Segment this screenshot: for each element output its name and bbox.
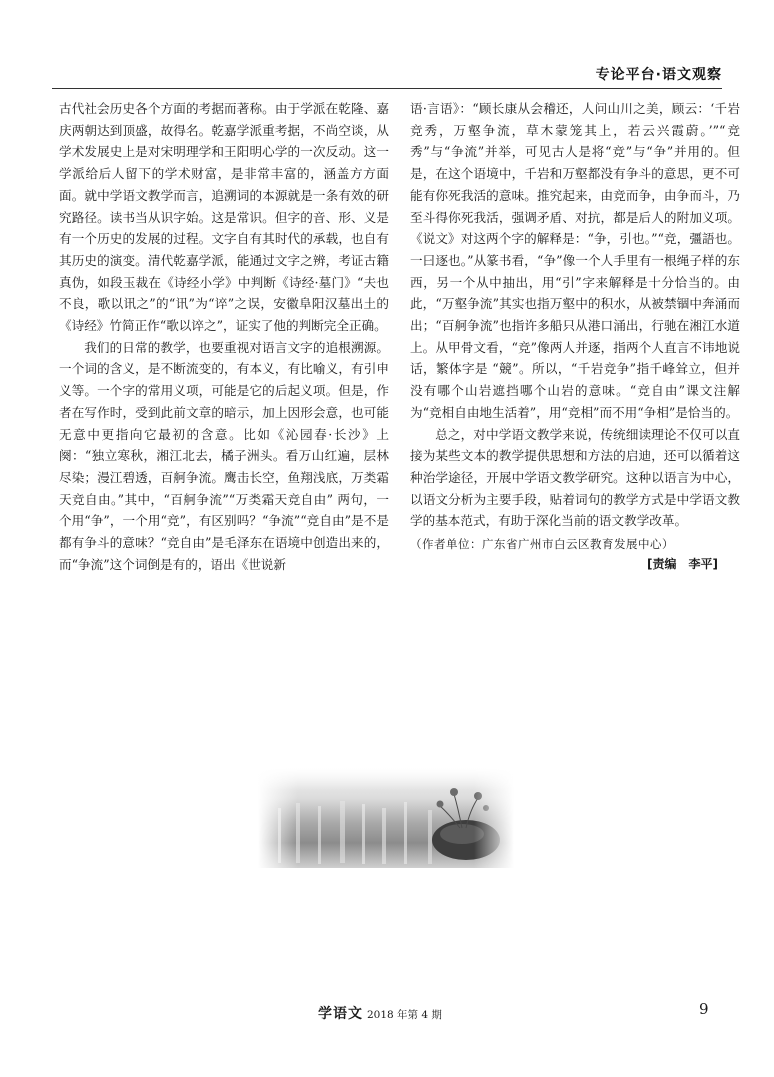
author-affiliation: （作者单位：广东省广州市白云区教育发展中心） bbox=[410, 537, 674, 552]
journal-footer bbox=[318, 1003, 442, 1023]
paragraph: 古代社会历史各个方面的考据而著称。由于学派在乾隆、嘉庆两朝达到顶盛，故得名。乾嘉学派重考据，不尚空谈，从学术发展史上是对宋明理学和王阳明心学的一次反动。这一学派给后人留下的学术财富，是非常丰富的，涵盖方方面面。就中学语文教学而言，追溯词的本源就是一条有效的研究路径。读书当从识字始。这是常识。但字的音、形、义是有一个历史的发展的过程。文字自有其时代的承载，也自有其历史的演变。清代乾嘉学派，能通过文字之辨，考证古籍真伪，如段玉裁在《诗经小学》中判断《诗经·墓门》“夫也不良，歌以讯之”的“讯”为“谇”之误，安徽阜阳汉墓出土的《诗经》竹简正作“歌以谇之”，证实了他的判断完全正确。 bbox=[59, 101, 389, 334]
header-rule bbox=[52, 88, 722, 89]
paragraph: 总之，对中学语文教学来说，传统细读理论不仅可以直接为某些文本的教学提供思想和方法的启迪，还可以循着这种治学途径，开展中学语文教学研究。这种以语言为中心，以语文分析为主要手段，贴着词句的教学方式是中学语文教学的基本范式，有助于深化当前的语文教学改革。 bbox=[410, 426, 740, 529]
page-number: 9 bbox=[699, 1000, 709, 1018]
issue-label: 2018 年第 4 期 bbox=[367, 1009, 442, 1021]
section-title: 专论平台·语文观察 bbox=[595, 67, 722, 83]
editor-credit: [责编 李平] bbox=[647, 557, 718, 572]
journal-name: 学语文 bbox=[318, 1006, 363, 1022]
section-header bbox=[596, 64, 722, 84]
paragraph: 语·言语》：“顾长康从会稽还，人问山川之美，顾云：‘千岩竞秀，万壑争流，草木蒙笼其上，若云兴霞蔚。’”“竞秀”与“争流”并举，可见古人是将“竞”与“争”并用的。但是，在这个语境中，千岩和万壑都没有争斗的意思，更不可能有你死我活的意味。推究起来，由竞而争，由争而斗，乃至斗得你死我活，强调矛盾、对抗，都是后人的附加义项。《说文》对这两个字的解释是：“争，引也。”“竞，彊語也。一曰逐也。”从篆书看，“争”像一个人手里有一根绳子样的东西，另一个从中抽出，用“引”字来解释是十分恰当的。由此，“万壑争流”其实也指万壑中的积水，从被禁锢中奔涌而出；“百舸争流”也指许多船只从港口涌出，行驰在湘江水道上。从甲骨文看，“竞”像两人并逐，指两个人直言不讳地说话，繁体字是 “競”。所以，“千岩竞争”指千峰耸立，但并没有哪个山岩遮挡哪个山岩的意味。“竞自由”课文注解为“竞相自由地生活着”，用“竞相”而不用“争相”是恰当的。 bbox=[410, 101, 740, 420]
paragraph: 我们的日常的教学，也要重视对语言文字的追根溯源。一个词的含义，是不断流变的，有本义，有比喻义，有引申义等。一个字的常用义项，可能是它的后起义项。但是，作者在写作时，受到此前文章的暗示，加上因形会意，也可能无意中更指向它最初的含意。比如《沁园春·长沙》上阕：“独立寒秋，湘江北去，橘子洲头。看万山红遍，层林尽染；漫江碧透，百舸争流。鹰击长空，鱼翔浅底，万类霜天竞自由。”其中，“百舸争流”“万类霜天竞自由” 两句，一个用“争”，一个用“竞”，有区别吗？“争流”“竞自由”是不是都有争斗的意味？“竞自由”是毛泽东在语境中创造出来的，而“争流”这个词倒是有的，语出《世说新 bbox=[59, 339, 389, 572]
left-column bbox=[59, 98, 389, 575]
waterfall-with-flowers-photo bbox=[258, 768, 514, 868]
right-column bbox=[410, 98, 740, 574]
